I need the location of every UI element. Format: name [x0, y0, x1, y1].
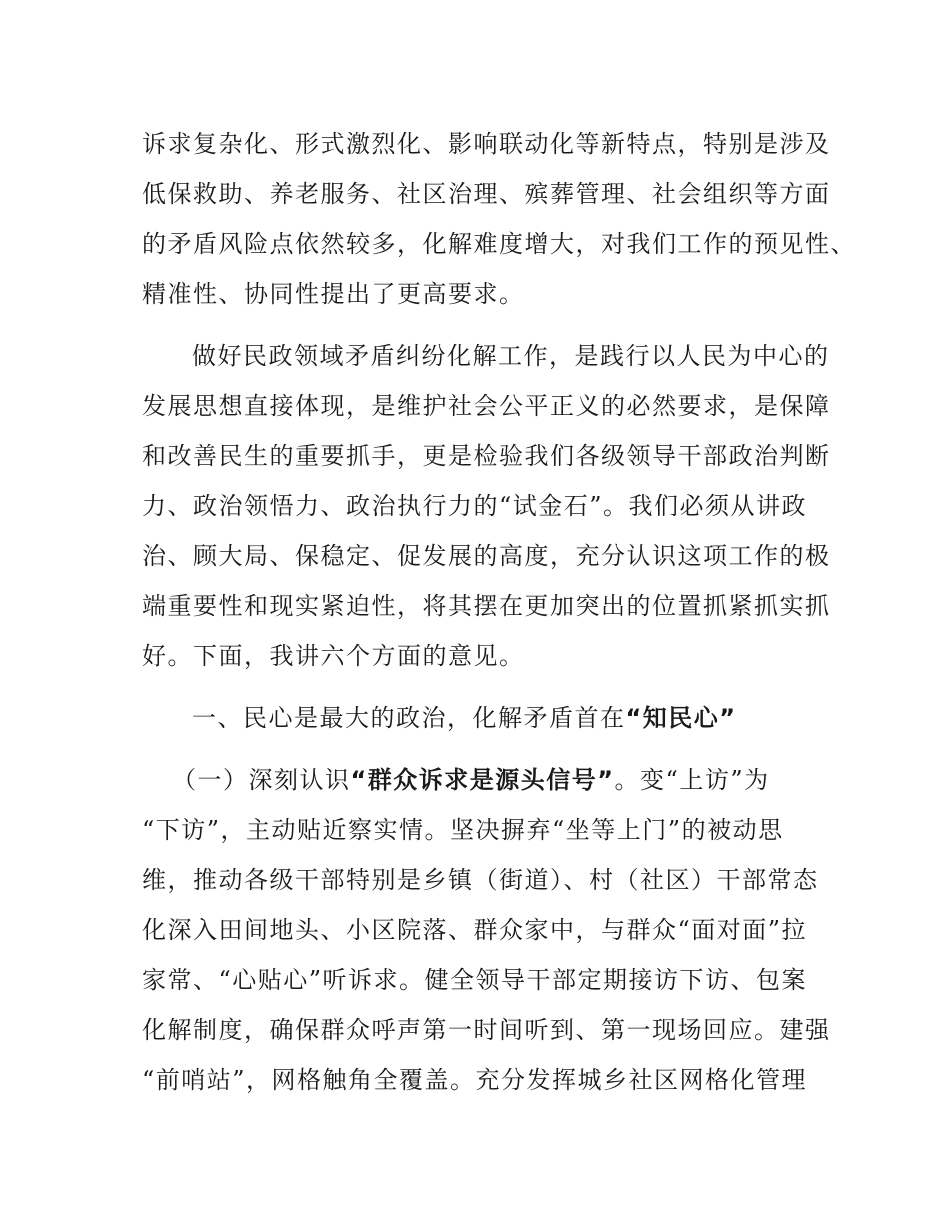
text-line: 做好民政领域矛盾纠纷化解工作，是践行以人民为中心的: [192, 342, 830, 370]
paragraph-2: [142, 331, 832, 681]
paragraph-3-prefix: （一）深刻认识: [172, 766, 351, 794]
paragraph-3: [142, 755, 832, 1105]
text-line: 力、政治领悟力、政治执行力的“试金石”。我们必须从讲政: [142, 492, 808, 520]
text-line: 和改善民生的重要抓手，更是检验我们各级领导干部政治判断: [142, 442, 831, 470]
text-line: 家常、“心贴心”听诉求。健全领导干部定期接访下访、包案: [142, 966, 808, 994]
text-line: 治、顾大局、保稳定、促发展的高度，充分认识这项工作的极: [142, 542, 831, 570]
section-heading-1: [142, 693, 832, 743]
text-line: “前哨站”，网格触角全覆盖。充分发挥城乡社区网格化管理: [142, 1066, 808, 1094]
text-line: 精准性、协同性提出了更高要求。: [142, 280, 525, 308]
heading-prefix: 一、民心是最大的政治，化解矛盾首在: [192, 704, 626, 732]
text-line: 维，推动各级干部特别是乡镇（街道）、村（社区）干部常态: [142, 866, 819, 894]
text-line: 低保救助、养老服务、社区治理、殡葬管理、社会组织等方面: [142, 180, 831, 208]
text-line: 化解制度，确保群众呼声第一时间听到、第一现场回应。建强: [142, 1016, 831, 1044]
text-line: 好。下面，我讲六个方面的意见。: [142, 642, 525, 670]
text-line: 化深入田间地头、小区院落、群众家中，与群众“面对面”拉: [142, 916, 808, 944]
text-line: “下访”，主动贴近察实情。坚决摒弃“坐等上门”的被动思: [142, 816, 784, 844]
text-line: 的矛盾风险点依然较多，化解难度增大，对我们工作的预见性、: [142, 230, 856, 258]
heading-bold-text: “知民心”: [625, 704, 737, 732]
paragraph-3-suffix: 。变“上访”为: [614, 766, 770, 794]
text-line: 发展思想直接体现，是维护社会公平正义的必然要求，是保障: [142, 392, 831, 420]
heading-line: [142, 693, 832, 743]
text-line: [142, 755, 832, 805]
paragraph-1: [142, 119, 856, 319]
text-line: 端重要性和现实紧迫性，将其摆在更加突出的位置抓紧抓实抓: [142, 592, 831, 620]
text-line: 诉求复杂化、形式激烈化、影响联动化等新特点，特别是涉及: [142, 130, 831, 158]
paragraph-3-bold-text: “群众诉求是源头信号”: [350, 766, 615, 794]
